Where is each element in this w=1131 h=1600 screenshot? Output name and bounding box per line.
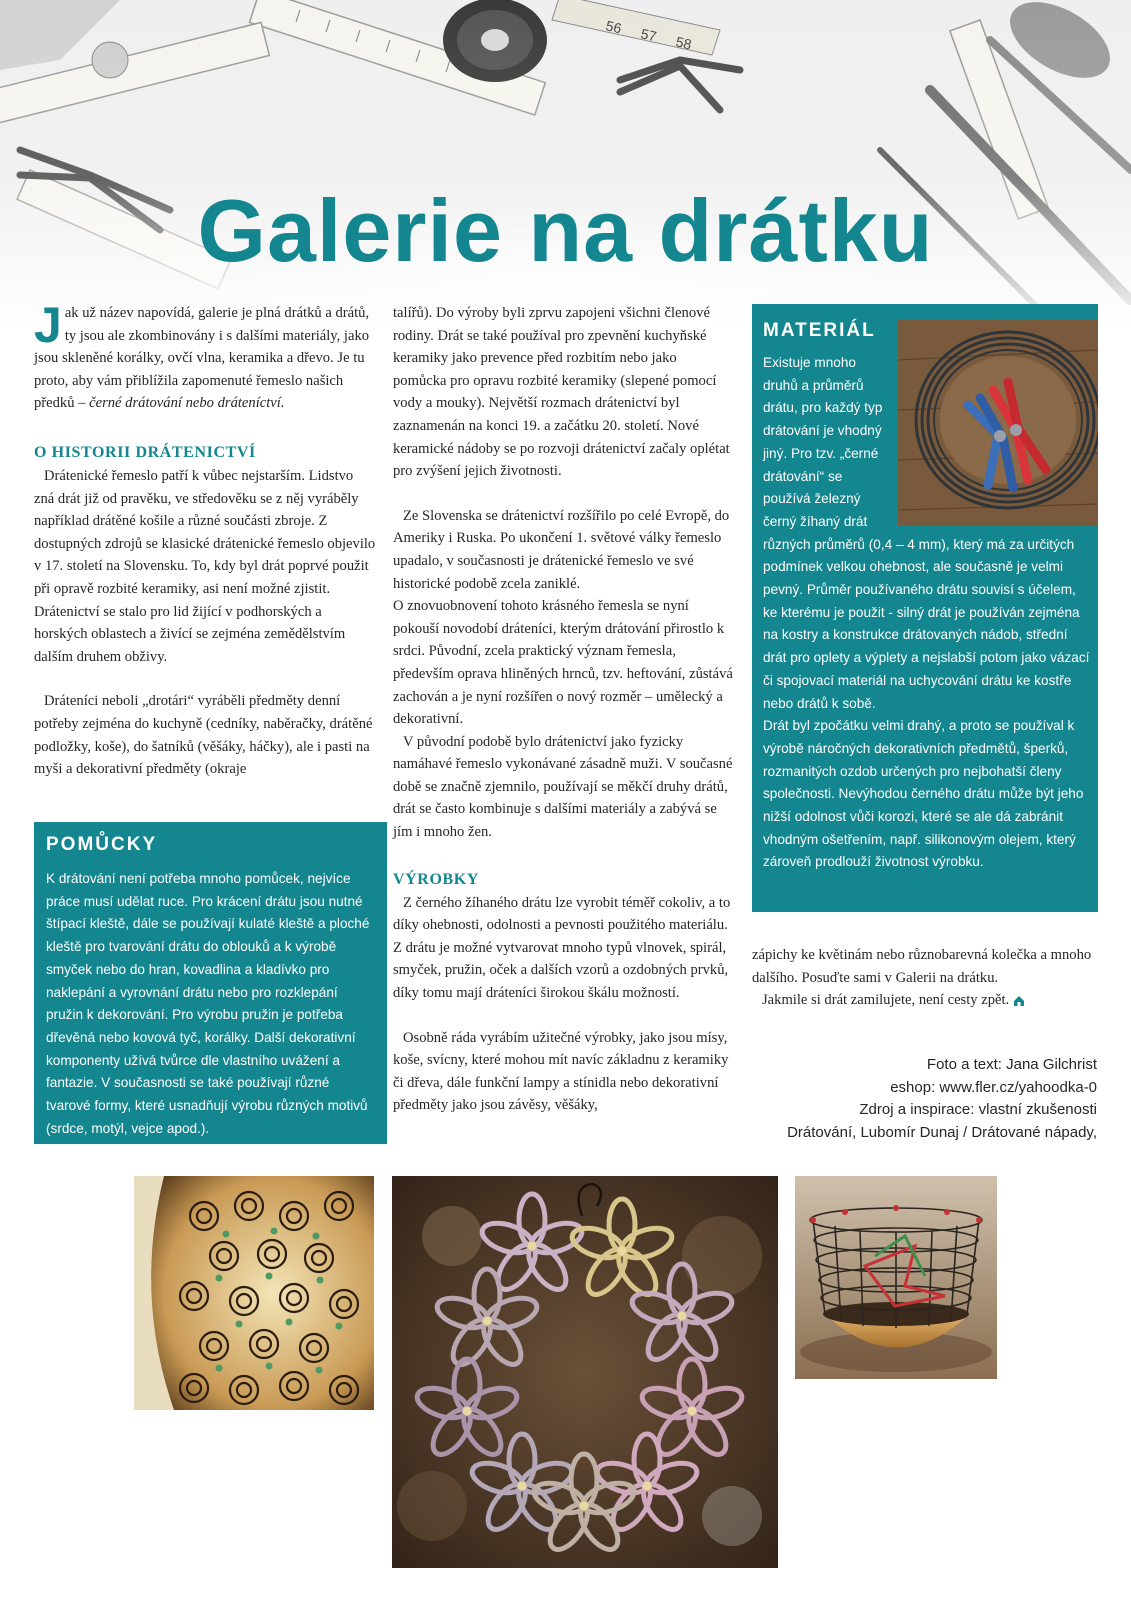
end-mark-house-icon	[1013, 995, 1025, 1007]
credits	[752, 1054, 1097, 1144]
drop-cap: J	[34, 297, 62, 353]
historie-paragraph-3: talířů). Do výroby byli zprvu zapojeni všichni členové rodiny. Drát se také používal pro zpevnění kuchyňské keramiky jako prevence před rozbitím nebo jako pomůcka pro opravu rozbité keramiky (slepené pomocí vody a mouky). Největší rozmach drátenictví byl zaznamenán na konci 19. a začátku 20. století. Nové keramické nádoby se po rozvoji drátenictví začaly oplétat pro zvýšení jejich životnosti.	[393, 305, 730, 480]
column-1	[34, 297, 376, 781]
credits-author: Foto a text: Jana Gilchrist	[926, 1056, 1097, 1073]
intro-italic: černé drátování nebo dráteníctví.	[89, 395, 285, 412]
material-heading: MATERIÁL	[763, 320, 876, 341]
historie-heading: O HISTORII DRÁTENICTVÍ	[34, 443, 256, 461]
historie-paragraph-5: O znovuobnovení tohoto krásného řemesla se nyní pokouší novodobí dráteníci, kterým drátování přirostlo k srdci. Původní, zcela praktický význam řemesla, především oprava hliněných hrnců, tzv. heftování, zůstává zachován a je nyní rozšířen o nový rozměr – umělecký a dekorativní.	[393, 598, 733, 728]
credits-eshop: eshop: www.fler.cz/yahoodka-0	[890, 1078, 1097, 1096]
vyrobky-closing: Jakmile si drát zamilujete, není cesty zpět.	[762, 992, 1010, 1009]
historie-paragraph-6: V původní podobě bylo drátenictví jako fyzicky namáhavé řemeslo vykonávané zásadně muži. V současné době se značně zjemnilo, používají se měkčí druhy drátů, drát se často kombinuje s dalšími materiály a zabývá se jím i mnoho žen.	[393, 733, 733, 841]
historie-paragraph-1: Drátenické řemeslo patří k vůbec nejstarším. Lidstvo zná drát již od pravěku, ve středověku se z něj vyráběly například drátěné košile a různé součásti zbroje. Z dostupných zdrojů se klasické drátenické řemeslo objevilo v 17. století na Slovensku. To, kdy byl drát poprvé použit při opravě rozbité keramiky, asi není možné zjistit. Drátenictví se stalo pro lid žijící v podhorských a horských oblastech a živící se zejména zemědělstvím dalším druhem obživy.	[34, 467, 376, 665]
vyrobky-paragraph-4	[752, 989, 1096, 1012]
material-paragraph-1: Existuje mnoho druhů a průměrů drátu, pro každý typ drátování je vhodný jiný. Pro tzv. „černé drátování“ se používá železný černý žíhaný drát různých průměrů (0,4 – 4 mm), který má za určitých podmínek velkou ohebnost, ale současně je velmi pevný. Průměr používaného drátu souvisí s účelem, ke kterému je použit - silný drát je používán zejména na kostry a konstrukce drátovaných nádob, střední drát pro oplety a výplety a nejslabší potom jako vázací či spojovací materiál na uchycování drátu ke kostře nebo drátů k sobě.	[763, 355, 1090, 711]
material-paragraph-2: Drát byl zpočátku velmi drahý, a proto se používal k výrobě náročných dekorativních předmětů, šperků, rozmanitých ozdob určených pro nejbohatší členy společnosti. Nevýhodou černého drátu může být jeho nižší odolnost vůči korozi, které se ale dá zabránit vhodným ošetřením, např. silikonovým olejem, který zároveň prodlouží životnost výrobku.	[763, 718, 1084, 870]
vyrobky-heading: VÝROBKY	[393, 870, 479, 888]
column-2	[393, 302, 733, 1117]
intro-paragraph	[34, 297, 376, 415]
pomucky-heading: POMŮCKY	[46, 834, 158, 855]
pomucky-box	[34, 822, 387, 1144]
credits-source: Zdroj a inspirace: vlastní zkušenosti	[859, 1101, 1097, 1118]
material-box	[752, 304, 1098, 912]
page-title: Galerie na drátku	[197, 181, 934, 280]
vyrobky-paragraph-1: Z černého žíhaného drátu lze vyrobit téměř cokoliv, a to díky ohebnosti, odolnosti a pevnosti použitého materiálu. Z drátu je možné vytvarovat mnoho typů vlnovek, spirál, smyček, pružin, oček a dalších vzorů a ozdobných prvků, díky tomu mají dráteníci širokou škálu možností.	[393, 894, 731, 1002]
intro-text: ak už název napovídá, galerie je plná drátků a drátů, ty jsou ale zkombinovány i s dalšími materiály, jako jsou skleněné korálky, ovčí vlna, keramika a dřevo. Je tu proto, aby vám přiblížila zapomenuté řemeslo našich předků –	[34, 305, 370, 412]
historie-paragraph-4: Ze Slovenska se drátenictví rozšířilo po celé Evropě, do Ameriky i Ruska. Po ukončení 1. světové války řemeslo upadalo, v současnosti je drátenické řemeslo ve své historické podobě zcela zaniklé.	[393, 507, 730, 592]
wire-lamp-photo	[134, 1176, 374, 1410]
historie-paragraph-2: Dráteníci neboli „drotári“ vyráběli předměty denní potřeby zejména do kuchyně (cedníky, naběračky, drátěné podložky, koše), do šatníků (věšáky, háčky), ale i pasti na myši a dekorativní předměty (okraje	[34, 693, 373, 778]
vyrobky-paragraph-2: Osobně ráda vyrábím užitečné výrobky, jako jsou mísy, koše, svícny, které mohou mít navíc základnu z keramiky či dřeva, dále funkční lampy a stínidla nebo dekorativní předměty jako jsou závěsy, věšáky,	[393, 1029, 729, 1114]
wire-basket-photo	[795, 1176, 997, 1379]
column-3-continuation	[752, 944, 1096, 1012]
vyrobky-paragraph-3: zápichy ke květinám nebo různobarevná kolečka a mnoho dalšího. Posuďte sami v Galerii na drátku.	[752, 947, 1092, 986]
wire-coil-photo	[898, 320, 1098, 526]
wire-flower-wreath-photo	[392, 1176, 778, 1568]
pomucky-text: K drátování není potřeba mnoho pomůcek, nejvíce práce musí udělat ruce. Pro krácení drátu jsou nutné štípací kleště, dále se používají kulaté kleště a ploché kleště pro tvarování drátu do oblouků a k výrobě smyček nebo do hran, kovadlina a kladívko pro naklepání a vyrovnání drátu nebo pro rozklepání pružin k dekorování. Pro výrobu pružin je potřeba dřevěná nebo kovová tyč, korálky. Další dekorativní komponenty užívá tvůrce dle vlastního uvážení a fantazie. V současnosti se také používají různé tvarové formy, které usnadňují výrobu různých motivů (srdce, motýl, vejce apod.).	[46, 871, 370, 1136]
credits-books: Drátování, Lubomír Dunaj / Drátované nápady,	[787, 1123, 1097, 1141]
